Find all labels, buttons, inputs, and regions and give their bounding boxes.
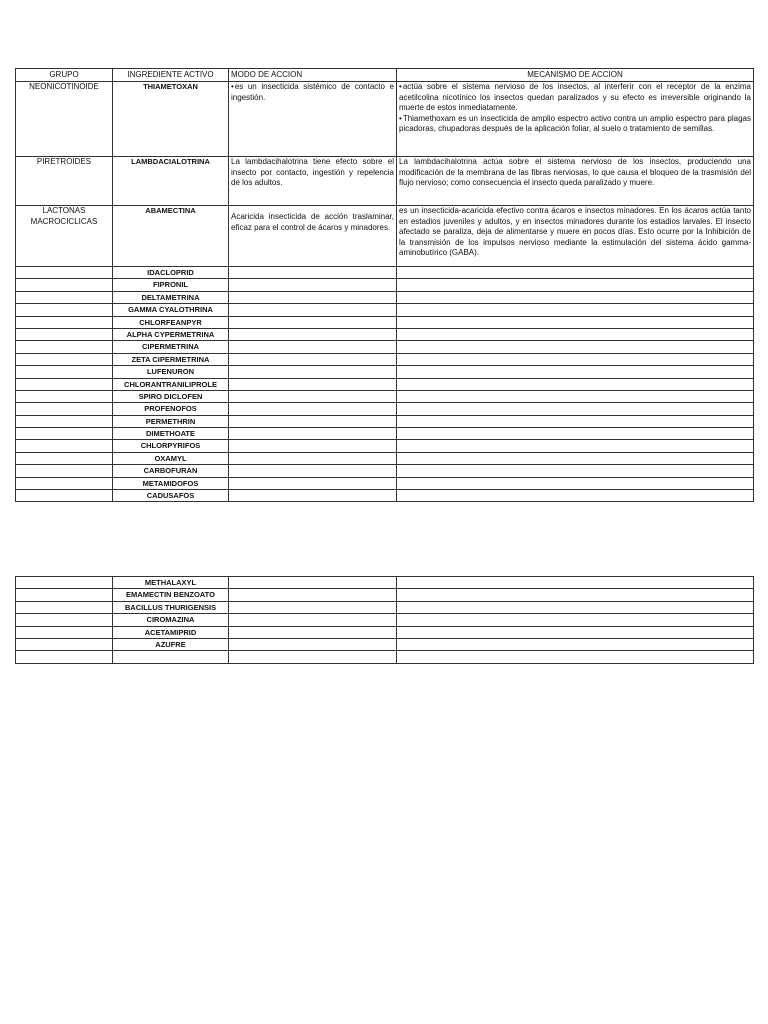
table-row: [16, 638, 754, 650]
cell-mecanismo: [397, 353, 754, 365]
cell-modo: [229, 428, 397, 440]
cell-ingrediente: ABAMECTINA: [113, 206, 229, 267]
secondary-table: [15, 576, 754, 664]
cell-ingrediente: LUFENURON: [113, 366, 229, 378]
cell-ingrediente: CADUSAFOS: [113, 490, 229, 502]
cell-ingrediente: EMAMECTIN BENZOATO: [113, 589, 229, 601]
cell-grupo: [16, 651, 113, 663]
cell-ingrediente: ALPHA CYPERMETRINA: [113, 328, 229, 340]
table-row: [16, 267, 754, 279]
table-row: [16, 316, 754, 328]
table-row: [16, 353, 754, 365]
cell-mecanismo: [397, 82, 754, 157]
cell-ingrediente: OXAMYL: [113, 452, 229, 464]
cell-ingrediente: LAMBDACIALOTRINA: [113, 157, 229, 206]
table-row: [16, 403, 754, 415]
cell-mecanismo: [397, 304, 754, 316]
cell-modo: [229, 490, 397, 502]
cell-ingrediente: [113, 651, 229, 663]
cell-ingrediente: CARBOFURAN: [113, 465, 229, 477]
cell-modo: [229, 267, 397, 279]
cell-mecanismo: [397, 638, 754, 650]
cell-grupo: [16, 465, 113, 477]
cell-mecanismo: [397, 651, 754, 663]
cell-mecanismo: [397, 378, 754, 390]
cell-grupo: [16, 626, 113, 638]
cell-grupo: [16, 614, 113, 626]
table-row: [16, 440, 754, 452]
table-row: [16, 601, 754, 613]
cell-mecanismo: [397, 577, 754, 589]
cell-mecanismo: [397, 390, 754, 402]
table-row: [16, 452, 754, 464]
cell-ingrediente: IDACLOPRID: [113, 267, 229, 279]
cell-modo: [229, 440, 397, 452]
cell-grupo: [16, 403, 113, 415]
table-row-lactonas: [16, 206, 754, 267]
cell-modo: [229, 206, 397, 267]
cell-grupo: LACTONAS MACROCICLICAS: [16, 206, 113, 267]
mecanismo-bullet-2: • Thiamethoxam es un insecticida de amplio espectro activo contra un amplio espectro para plagas picadoras, chupadoras después de la aplicación foliar, al suelo o tratamiento de semillas.: [399, 114, 751, 135]
cell-mecanismo: [397, 428, 754, 440]
modo-bullet: • es un insecticida sistémico de contacto e ingestión.: [231, 82, 394, 103]
cell-grupo: [16, 316, 113, 328]
cell-grupo: [16, 477, 113, 489]
cell-ingrediente: FIPRONIL: [113, 279, 229, 291]
cell-modo: [229, 614, 397, 626]
cell-grupo: [16, 589, 113, 601]
cell-grupo: [16, 279, 113, 291]
table-row: [16, 304, 754, 316]
cell-grupo: [16, 490, 113, 502]
cell-mecanismo: es un insecticida-acaricida efectivo contra ácaros e insectos minadores. En los ácaros actúa tanto en estadios juveniles y adultos, y en insectos minadores durante los estadios larvales. El insecto afectado se paraliza, deja de alimentarse y muere en pocos días. Esto ocurre por la Inhibición de la transmisión de los impulsos nervioso mediante la estimulación del sistema ácido gamma-aminobutírico (GABA).: [397, 206, 754, 267]
header-mecanismo: MECANISMO DE ACCION: [397, 69, 754, 82]
cell-mecanismo: [397, 589, 754, 601]
cell-grupo: [16, 341, 113, 353]
cell-mecanismo: [397, 477, 754, 489]
modo-text: Acaricida insecticida de acción traslaminar, eficaz para el control de ácaros y minadores.: [231, 212, 394, 232]
cell-mecanismo: [397, 341, 754, 353]
cell-ingrediente: THIAMETOXAN: [113, 82, 229, 157]
mecanismo-bullet-1: • actúa sobre el sistema nervioso de los insectos, al interferir con el receptor de la enzima acetilcolina nicotínico los insectos quedan paralizados y su efecto es irreversible originando la muerte de estos inmediatamente.: [399, 82, 751, 114]
cell-mecanismo: [397, 601, 754, 613]
cell-modo: [229, 316, 397, 328]
cell-modo: [229, 279, 397, 291]
cell-modo: [229, 626, 397, 638]
cell-mecanismo: [397, 291, 754, 303]
table-row-neonicotinoide: [16, 82, 754, 157]
cell-ingrediente: CHLORPYRIFOS: [113, 440, 229, 452]
cell-ingrediente: PROFENOFOS: [113, 403, 229, 415]
header-ingrediente: INGREDIENTE ACTIVO: [113, 69, 229, 82]
table-row: [16, 366, 754, 378]
cell-mecanismo: [397, 415, 754, 427]
table-row: [16, 328, 754, 340]
cell-modo: [229, 328, 397, 340]
cell-ingrediente: CIPERMETRINA: [113, 341, 229, 353]
table-row: [16, 341, 754, 353]
cell-grupo: [16, 328, 113, 340]
cell-mecanismo: [397, 452, 754, 464]
cell-mecanismo: La lambdacihalotrina actúa sobre el sistema nervioso de los insectos, produciendo una modificación de la membrana de las fibras nerviosas, lo que causa el bloqueo de la trasmisión del flujo nervioso; como consecuencia el insecto queda paralizado y muere.: [397, 157, 754, 206]
table-row-piretroides: [16, 157, 754, 206]
cell-ingrediente: AZUFRE: [113, 638, 229, 650]
cell-modo: [229, 291, 397, 303]
cell-grupo: PIRETROIDES: [16, 157, 113, 206]
cell-grupo: [16, 452, 113, 464]
cell-mecanismo: [397, 440, 754, 452]
cell-modo: [229, 452, 397, 464]
table-row: [16, 428, 754, 440]
cell-ingrediente: BACILLUS THURIGENSIS: [113, 601, 229, 613]
cell-ingrediente: CHLORFEANPYR: [113, 316, 229, 328]
cell-ingrediente: ZETA CIPERMETRINA: [113, 353, 229, 365]
cell-grupo: [16, 638, 113, 650]
cell-modo: [229, 601, 397, 613]
cell-modo: La lambdacihalotrina tiene efecto sobre el insecto por contacto, ingestión y repelencia de los adultos.: [229, 157, 397, 206]
table-row: [16, 291, 754, 303]
cell-ingrediente: CHLORANTRANILIPROLE: [113, 378, 229, 390]
cell-modo: [229, 477, 397, 489]
cell-ingrediente: DELTAMETRINA: [113, 291, 229, 303]
cell-ingrediente: PERMETHRIN: [113, 415, 229, 427]
cell-grupo: NEONICOTINOIDE: [16, 82, 113, 157]
table-row: [16, 477, 754, 489]
cell-grupo: [16, 428, 113, 440]
cell-grupo: [16, 267, 113, 279]
header-row: [16, 69, 754, 82]
cell-grupo: [16, 304, 113, 316]
table-row: [16, 490, 754, 502]
cell-modo: [229, 341, 397, 353]
cell-grupo: [16, 353, 113, 365]
cell-modo: [229, 638, 397, 650]
cell-grupo: [16, 390, 113, 402]
cell-mecanismo: [397, 626, 754, 638]
cell-modo: [229, 82, 397, 157]
cell-ingrediente: DIMETHOATE: [113, 428, 229, 440]
cell-mecanismo: [397, 614, 754, 626]
cell-modo: [229, 465, 397, 477]
cell-mecanismo: [397, 316, 754, 328]
table-row: [16, 279, 754, 291]
header-modo: MODO DE ACCION: [229, 69, 397, 82]
cell-modo: [229, 304, 397, 316]
header-grupo: GRUPO: [16, 69, 113, 82]
table-row: [16, 577, 754, 589]
cell-ingrediente: METHALAXYL: [113, 577, 229, 589]
cell-modo: [229, 651, 397, 663]
table-row: [16, 589, 754, 601]
cell-grupo: [16, 378, 113, 390]
table-row: [16, 378, 754, 390]
cell-modo: [229, 577, 397, 589]
cell-modo: [229, 353, 397, 365]
cell-modo: [229, 378, 397, 390]
cell-mecanismo: [397, 465, 754, 477]
cell-grupo: [16, 291, 113, 303]
cell-mecanismo: [397, 267, 754, 279]
table-row: [16, 626, 754, 638]
cell-grupo: [16, 415, 113, 427]
cell-modo: [229, 415, 397, 427]
cell-mecanismo: [397, 328, 754, 340]
cell-mecanismo: [397, 279, 754, 291]
cell-grupo: [16, 366, 113, 378]
cell-modo: [229, 366, 397, 378]
table-row: [16, 390, 754, 402]
cell-ingrediente: ACETAMIPRID: [113, 626, 229, 638]
table-row: [16, 651, 754, 663]
cell-modo: [229, 403, 397, 415]
cell-grupo: [16, 601, 113, 613]
cell-ingrediente: SPIRO DICLOFEN: [113, 390, 229, 402]
cell-mecanismo: [397, 403, 754, 415]
cell-mecanismo: [397, 366, 754, 378]
cell-ingrediente: METAMIDOFOS: [113, 477, 229, 489]
insecticide-table: [15, 68, 754, 502]
cell-ingrediente: GAMMA CYALOTHRINA: [113, 304, 229, 316]
cell-grupo: [16, 440, 113, 452]
cell-modo: [229, 390, 397, 402]
cell-mecanismo: [397, 490, 754, 502]
cell-grupo: [16, 577, 113, 589]
table-row: [16, 415, 754, 427]
table-row: [16, 614, 754, 626]
cell-modo: [229, 589, 397, 601]
cell-ingrediente: CIROMAZINA: [113, 614, 229, 626]
table-row: [16, 465, 754, 477]
